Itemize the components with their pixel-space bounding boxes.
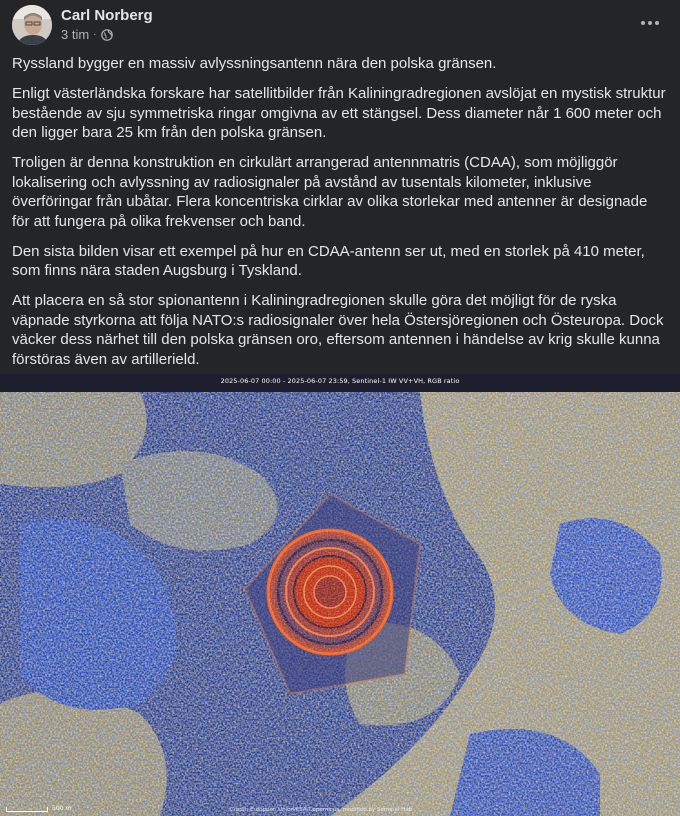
more-options-icon xyxy=(640,20,660,26)
image-attribution: Credit: European Union/ESA/Copernicus, modified by Sentinel Hub xyxy=(230,807,413,813)
author-name[interactable]: Carl Norberg xyxy=(61,7,153,24)
more-options-button[interactable] xyxy=(632,11,668,35)
scale-label: 500 m xyxy=(52,805,72,812)
post-body xyxy=(0,45,680,369)
radar-image xyxy=(0,374,680,816)
post-paragraph: Troligen är denna konstruktion en cirkulärt arrangerad antennmatris (CDAA), som möjliggör lokalisering och avlyssning av radiosignaler på avstånd av tusentals kilometer, inklusive överföringar från ubåtar. Flera koncentriska cirklar av olika storlekar med antenner är designade för att fungera på olika frekvenser och band. xyxy=(12,154,648,230)
post-header xyxy=(0,0,680,45)
image-caption: 2025-06-07 00:00 - 2025-06-07 23:59, Sentinel-1 IW VV+VH, RGB ratio xyxy=(220,377,460,385)
satellite-image[interactable] xyxy=(0,374,680,816)
post-paragraph: Den sista bilden visar ett exempel på hur en CDAA-antenn ser ut, med en storlek på 410 meter, som finns nära staden Augsburg i Tyskland. xyxy=(12,242,645,279)
post-paragraph: Ryssland bygger en massiv avlyssningsantenn nära den polska gränsen. xyxy=(12,55,497,72)
globe-icon[interactable] xyxy=(101,29,113,41)
post-paragraph: Enligt västerländska forskare har satellitbilder från Kaliningradregionen avslöjat en mystisk struktur bestående av sju symmetriska ringar omgivna av ett stängsel. Dess diameter når 1 600 meter och den ligger bara 25 km från den polska gränsen. xyxy=(12,85,666,141)
author-avatar[interactable] xyxy=(12,5,52,45)
author-block xyxy=(61,7,153,42)
scale-bar-line xyxy=(6,807,48,812)
post-timestamp[interactable]: 3 tim xyxy=(61,27,90,42)
post-paragraph: Att placera en så stor spionantenn i Kaliningradregionen skulle göra det möjligt för de ryska väpnade styrkorna att följa NATO:s radiosignaler över hela Östersjöregionen och Östeuropa. Dock väcker dess närhet till den polska gränsen oro, eftersom antennen i händelse av krig skulle kunna förstöras även av artillerield. xyxy=(12,292,664,368)
post-meta xyxy=(61,28,153,42)
scale-bar xyxy=(6,805,71,812)
meta-separator: · xyxy=(93,29,97,40)
avatar-image xyxy=(12,5,52,45)
